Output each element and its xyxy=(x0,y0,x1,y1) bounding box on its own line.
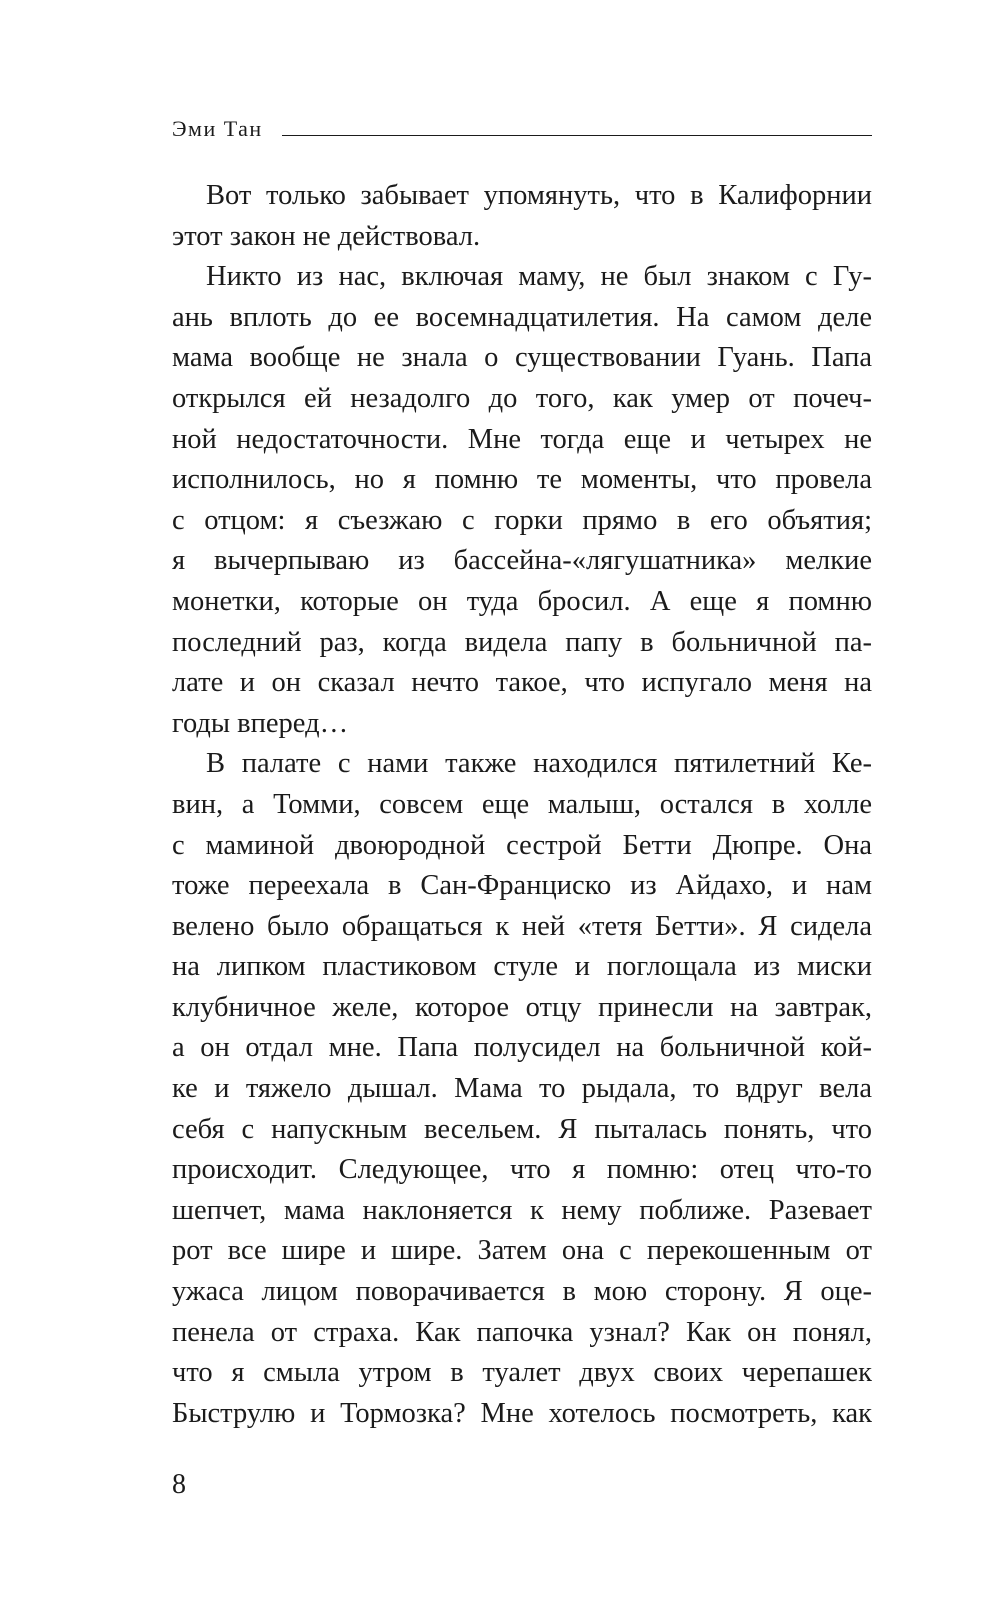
text-line: этот закон не действовал. xyxy=(172,220,481,252)
text-line: с маминой двоюродной сестрой Бетти Дюпре. Она xyxy=(172,829,872,861)
text-line: что я смыла утром в туалет двух своих черепашек xyxy=(172,1357,872,1389)
text-line: шепчет, мама наклоняется к нему поближе. Разевает xyxy=(172,1194,872,1226)
text-line: пенела от страха. Как папочка узнал? Как он понял, xyxy=(172,1316,872,1348)
text-line: вин, а Томми, совсем еще малыш, остался в холле xyxy=(172,788,872,820)
text-line: тоже переехала в Сан-Франциско из Айдахо, и нам xyxy=(172,870,872,902)
text-line: происходит. Следующее, что я помню: отец что-то xyxy=(172,1154,872,1186)
text-line: клубничное желе, которое отцу принесли на завтрак, xyxy=(172,991,872,1023)
running-header xyxy=(172,116,872,146)
text-line: Быструлю и Тормозка? Мне хотелось посмотреть, как xyxy=(172,1397,872,1429)
text-line: лате и он сказал нечто такое, что испугало меня на xyxy=(172,667,872,699)
text-line: ной недостаточности. Мне тогда еще и четырех не xyxy=(172,423,872,455)
text-line: а он отдал мне. Папа полусидел на больничной кой- xyxy=(172,1032,872,1064)
body-text xyxy=(172,176,872,1434)
text-line: В палате с нами также находился пятилетний Ке- xyxy=(206,748,872,780)
text-line: Никто из нас, включая маму, не был знаком с Гу- xyxy=(206,261,872,293)
text-line: велено было обращаться к ней «тетя Бетти». Я сидела xyxy=(172,910,872,942)
header-rule xyxy=(282,135,872,136)
text-line: рот все шире и шире. Затем она с перекошенным от xyxy=(172,1235,872,1267)
text-line: исполнилось, но я помню те моменты, что провела xyxy=(172,464,872,496)
text-line: открылся ей незадолго до того, как умер от почеч- xyxy=(172,382,872,414)
page-number: 8 xyxy=(172,1469,186,1500)
text-line: Вот только забывает упомянуть, что в Калифорнии xyxy=(206,180,872,211)
text-line: я вычерпываю из бассейна-«лягушатника» мелкие xyxy=(172,545,872,577)
text-line: ужаса лицом поворачивается в мою сторону. Я оце- xyxy=(172,1276,872,1308)
text-line: с отцом: я съезжаю с горки прямо в его объятия; xyxy=(172,504,872,536)
text-line: монетки, которые он туда бросил. А еще я помню xyxy=(172,585,872,617)
running-header-author: Эми Тан xyxy=(172,116,263,141)
text-line: себя с напускным весельем. Я пыталась понять, что xyxy=(172,1113,872,1145)
text-line: ань вплоть до ее восемнадцатилетия. На самом деле xyxy=(172,301,872,333)
text-line: ке и тяжело дышал. Мама то рыдала, то вдруг вела xyxy=(172,1073,872,1105)
text-line: на липком пластиковом стуле и поглощала из миски xyxy=(172,951,872,983)
text-line: последний раз, когда видела папу в больничной па- xyxy=(172,626,872,658)
text-line: годы вперед… xyxy=(172,707,349,739)
text-line: мама вообще не знала о существовании Гуань. Папа xyxy=(172,342,872,374)
